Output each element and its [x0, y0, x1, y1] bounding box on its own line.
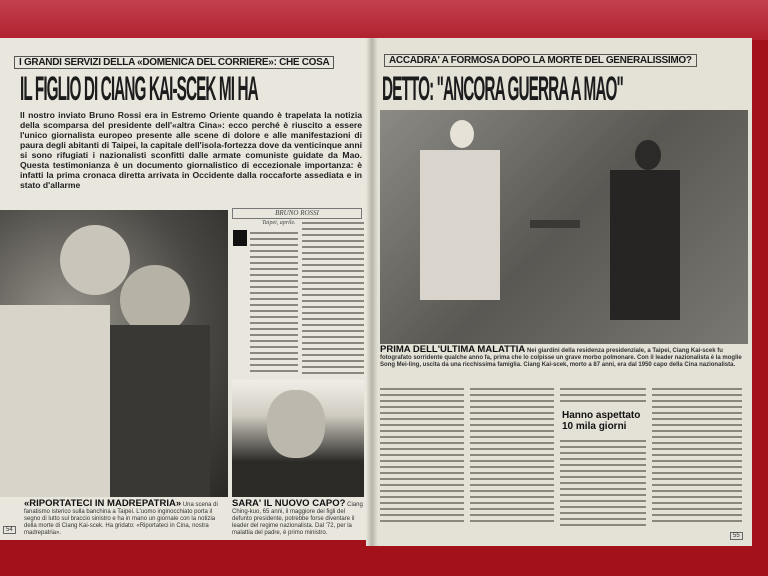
text-column-5	[560, 438, 646, 526]
portrait-caption	[232, 500, 364, 537]
magazine-spine	[366, 38, 378, 546]
text-column-3	[380, 386, 464, 526]
right-kicker: ACCADRA' A FORMOSA DOPO LA MORTE DEL GENERALISSIMO?	[384, 54, 697, 67]
intro-text: Il nostro inviato Bruno Rossi era in Estremo Oriente quando è trapelata la notizia della scomparsa del presidente dell'«altra Cina»: ecco perché è riuscito a essere l'unico giornalista europeo presente alle scene di dolore e alle manifestazioni di paura degli abitanti di Taipei, la capitale dell'isola-fortezza dove da venticinque anni si sono rifugiati i nazionalisti sconfitti dalle armate comuniste guidate da Mao. Questa testimonianza è un documento giornalistico di eccezionale importanza: è infatti la prima cronaca diretta arrivata in Occidente dalla roccaforte assediata e in stato d'allarme	[20, 110, 362, 190]
portrait-caption-title: SARA' IL NUOVO CAPO?	[232, 498, 346, 509]
chiang-head	[450, 120, 474, 148]
shirt-figure	[0, 305, 110, 497]
main-caption-text: Una scena di fanatismo isterico sulla banchina a Taipei. L'uomo inginocchiato porta il segno di lutto sul braccio sinistro e ha in mano un giornale con la notizia della morte di Ciang Kai-scek. Ha gridato: «Riportateci in Cina, nostra madrepatria».	[24, 502, 218, 536]
right-headline: DETTO: "ANCORA GUERRA A MAO"	[382, 70, 623, 108]
portrait-caption-text: Ciang Ching-kuo, 65 anni, il maggiore dei figli del defunto presidente, potrebbe forse diventare il leader del regime nazionalista. Dal '72, per la malattia del padre, è primo ministro.	[232, 502, 363, 536]
drop-cap	[233, 230, 247, 246]
left-page	[0, 38, 372, 540]
photo-caption	[380, 346, 746, 369]
dark-coat-figure	[110, 325, 210, 497]
subheading: Hanno aspettato 10 mila giorni	[562, 410, 641, 432]
crowd-photo	[0, 210, 228, 497]
left-headline: IL FIGLIO DI CIANG KAI-SCEK MI HA	[20, 70, 258, 108]
main-caption-title: «RIPORTATECI IN MADREPATRIA»	[24, 498, 182, 509]
text-column-6	[652, 386, 742, 526]
page-number-right: 55	[730, 532, 743, 540]
photo-caption-title: PRIMA DELL'ULTIMA MALATTIA	[380, 344, 526, 355]
byline: BRUNO ROSSI	[232, 208, 362, 219]
chiang-couple-photo	[380, 110, 748, 344]
text-column-5-top	[560, 386, 646, 406]
dateline: Taipei, aprile.	[262, 220, 296, 226]
left-kicker: I GRANDI SERVIZI DELLA «DOMENICA DEL CORRIERE»: CHE COSA	[14, 56, 334, 69]
chiang-uniform	[420, 150, 500, 300]
text-column-1	[250, 230, 298, 374]
page-number-left: 54	[3, 526, 16, 534]
right-page	[372, 38, 752, 546]
face-figure	[267, 390, 325, 458]
madame-head	[635, 140, 661, 170]
text-column-4	[470, 386, 554, 526]
photo-caption-text: Nei giardini della residenza presidenziale, a Taipei, Ciang Kai-scek fu fotografato sorridente qualche anno fa, prima che lo colpisse un grave morbo polmonare. Con il leader nazionalista è la moglie Song Mei-ling, uscita da una ricchissima famiglia. Ciang Kai-scek, morto a 87 anni, era dal 1950 capo della Cina nazionalista.	[380, 348, 742, 368]
madame-dress	[610, 170, 680, 320]
portrait-photo	[232, 380, 364, 497]
table	[530, 220, 580, 228]
red-background	[0, 0, 768, 40]
text-column-2	[302, 220, 364, 374]
main-caption	[24, 500, 226, 537]
man-figure	[60, 225, 130, 295]
